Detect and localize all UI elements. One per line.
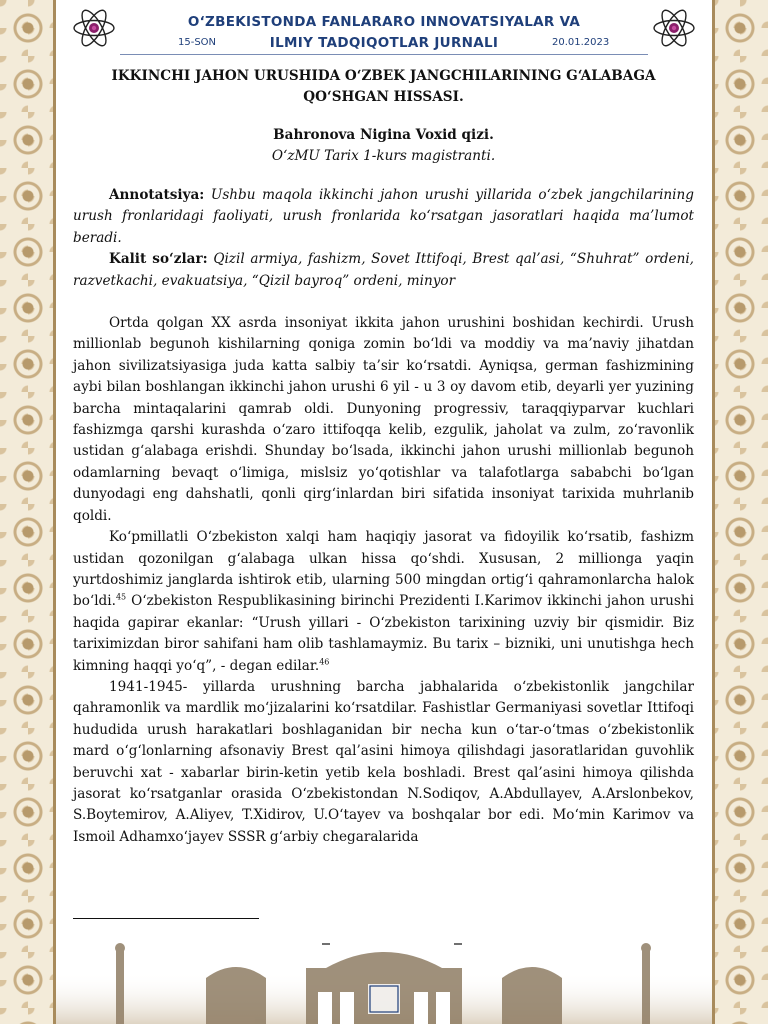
journal-title-line2: ILMIY TADQIQOTLAR JURNALI (269, 35, 499, 51)
paragraph-2-part-a: Ko‘pmillatli O‘zbekiston xalqi ham haqiqiy jasorat va fidoyilik ko‘rsatib, fashizm ustidan qozonilgan g‘alabaga ulkan hissa qo‘shdi. Xususan, 2 millionga yaqin yurtdoshimiz janglarda ishtirok etib, ularning 500 mingdan ortig‘i qahramonlarcha halok bo‘ldi. (73, 529, 694, 610)
journal-title-line1: O‘ZBEKISTONDA FANLARARO INNOVATSIYALAR VA (187, 14, 581, 30)
atom-logo-icon (72, 6, 116, 50)
ornamental-border-right (712, 0, 768, 1024)
paragraph-2-part-b: O‘zbekiston Respublikasining birinchi Prezidenti I.Karimov ikkinchi jahon urushi haqida gapirar ekanlar: “Urush yillari - O‘zbekiston tarixining uzviy bir qismidir. Biz tariximizdan biror sahifani ham olib tashlamaymiz. Bu tarix – bizniki, uni unutishga hech kimning haqqi yo‘q”, - degan edilar. (73, 593, 694, 674)
annotation-text: Ushbu maqola ikkinchi jahon urushi yillarida o‘zbek jangchilarining urush fronlaridagi faoliyati, urush fronlarida ko‘rsatgan jasoratlari haqida ma’lumot beradi. (73, 187, 694, 246)
article-body (73, 66, 694, 848)
footnote-ref-45[interactable]: 45 (115, 592, 127, 602)
author-name: Bahronova Nigina Voxid qizi. (273, 127, 494, 143)
keywords-text: Qizil armiya, fashizm, Sovet Ittifoqi, Brest qal’asi, “Shuhrat” ordeni, razvetkachi, evakuatsiya, “Qizil bayroq” ordeni, minyor (73, 251, 694, 289)
keywords-label: Kalit so‘zlar: (109, 251, 208, 268)
ornamental-border-left (0, 0, 56, 1024)
header-divider (120, 54, 648, 55)
keywords (73, 249, 694, 292)
paragraph-3: 1941-1945- yillarda urushning barcha jabhalarida o‘zbekistonlik jangchilar qahramonlik va mardlik mo‘jizalarini ko‘rsatdilar. Fashistlar Germaniyasi sovetlar Ittifoqi hududida urush harakatlari boshlaganidan bir necha kun o‘tar-o‘tmas o‘zbekistonlik mard o‘g‘lonlarning afsonaviy Brest qal’asini himoya qilishdagi jasoratlaridan guvohlik beruvchi xat - xabarlar birin-ketin yetib kela boshladi. Brest qal’asini himoya qilishda jasorat ko‘rsatganlar orasida O‘zbekistondan N.Sodiqov, A.Abdullayev, A.Arslonbekov, S.Boytemirov, A.Aliyev, T.Xidirov, U.O‘tayev va boshqalar bor edi. Mo‘min Karimov va Ismoil Adhamxo‘jayev SSSR g‘arbiy chegaralarida (73, 678, 694, 845)
paragraph-2 (73, 527, 694, 677)
annotation (73, 185, 694, 249)
paragraph-1: Ortda qolgan XX asrda insoniyat ikkita jahon urushini boshidan kechirdi. Urush millionlab begunoh kishilarning qoniga zomin bo‘ldi va moddiy va ma’naviy jihatdan jahon sivilizatsiyasiga juda katta salbiy ta’sir ko‘rsatdi. Ayniqsa, german fashizmining aybi bilan boshlangan ikkinchi jahon urushi 6 yil - u 3 oy davom etib, deyarli yer yuzining barcha mintaqalarini qamrab oldi. Dunyoning progressiv, taraqqiyparvar kuchlari fashizmga qarshi kurashda o‘zaro ittifoqqa kelib, ezgulik, jaholat va zulm, zo‘ravonlik ustidan g‘alabaga erishdi. Shunday bo‘lsada, ikkinchi jahon urushi millionlab begunoh odamlarning bevaqt o‘limiga, mislsiz yo‘qotishlar va talafotlarga sababchi bo‘lgan dunyodagi eng dahshatli, qonli qirg‘inlardan biri sifatida insoniyat tarixida muhrlanib qoldi. (73, 315, 694, 524)
article-title: IKKINCHI JAHON URUSHIDA O‘ZBEK JANGCHILARINING G‘ALABAGA QO‘SHGAN HISSASI. (111, 68, 656, 105)
author-affiliation: O‘zMU Tarix 1-kurs magistranti. (271, 148, 496, 164)
issue-number: 15-SON (178, 37, 217, 48)
footnote-divider (73, 918, 259, 919)
building-skyline-decoration (56, 932, 712, 1024)
footnote-ref-46[interactable]: 46 (319, 657, 330, 666)
issue-date: 20.01.2023 (552, 37, 610, 48)
annotation-label: Annotatsiya: (109, 187, 205, 203)
atom-logo-icon (652, 6, 696, 50)
